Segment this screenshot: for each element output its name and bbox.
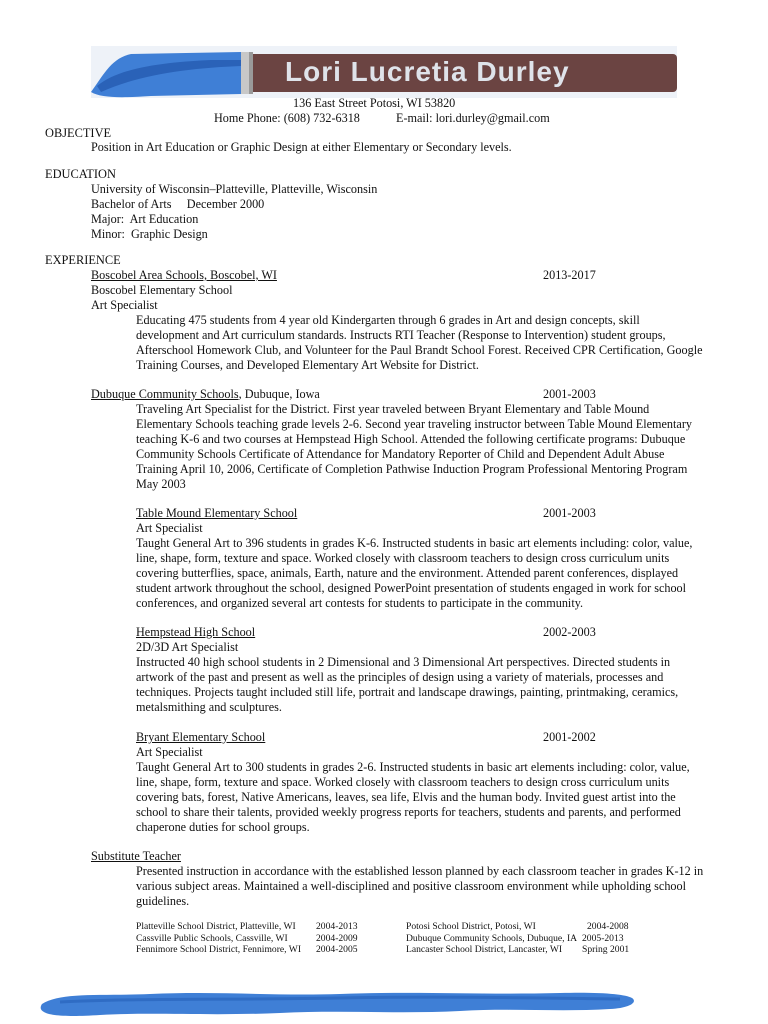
- description-line: guidelines.: [136, 894, 190, 908]
- objective-heading: OBJECTIVE: [45, 126, 112, 140]
- education-heading: EDUCATION: [45, 167, 116, 181]
- description-line: Training April 10, 2006, Certificate of Completion Pathwise Induction Program Professional Mentoring Program: [136, 462, 688, 476]
- description-line: student artwork throughout the school, designed PowerPoint presentation of students engaged in work for school: [136, 581, 687, 595]
- description-line: teaching K-6 and two courses at Hempstead High School. Attended the following certificate programs: Dubuque: [136, 432, 686, 446]
- hempstead-name: Hempstead High School: [136, 625, 256, 639]
- bryant-dates: 2001-2002: [543, 730, 596, 744]
- brush-stroke-graphic: [40, 982, 640, 1022]
- contact-email: E-mail: lori.durley@gmail.com: [396, 111, 550, 125]
- district-entry: Lancaster School District, Lancaster, WI: [406, 944, 563, 955]
- description-line: Traveling Art Specialist for the District. First year traveled between Bryant Elementary and Table Mound: [136, 402, 650, 416]
- table-mound-name: Table Mound Elementary School: [136, 506, 298, 520]
- bryant-role: Art Specialist: [136, 745, 203, 759]
- experience-heading: EXPERIENCE: [45, 253, 121, 267]
- district-list-right: [406, 921, 577, 956]
- district-dates: 2004-2008: [587, 921, 629, 932]
- boscobel-description: [136, 313, 703, 373]
- education-block: [91, 182, 377, 242]
- hempstead-role: 2D/3D Art Specialist: [136, 640, 239, 654]
- district-dates: 2004-2013: [316, 921, 358, 932]
- boscobel-school: Boscobel Elementary School: [91, 283, 233, 297]
- description-line: development and Art curriculum standards. Instructs RTI Teacher (Response to Intervention) student groups,: [136, 328, 666, 342]
- objective-text: Position in Art Education or Graphic Design at either Elementary or Secondary levels.: [91, 140, 512, 154]
- bryant-name: Bryant Elementary School: [136, 730, 266, 744]
- description-line: various subject areas. Maintained a well-disciplined and positive classroom environment while upholding school: [136, 879, 687, 893]
- description-line: line, shape, form, texture and space. Worked closely with classroom teachers to design cross curriculum units: [136, 551, 670, 565]
- dubuque-location: , Dubuque, Iowa: [238, 387, 320, 401]
- description-line: Presented instruction in accordance with the established lesson planned by each classroom teacher in grades K-12 in: [136, 864, 704, 878]
- district-dates: Spring 2001: [582, 944, 630, 955]
- description-line: metalsmithing and sculptures.: [136, 700, 282, 714]
- district-dates-right: [582, 921, 629, 956]
- district-dates: 2004-2009: [316, 932, 358, 944]
- description-line: school to share their talents, provided weekly progress reports for teachers, students and parents, and performed: [136, 805, 681, 819]
- table-mound-dates: 2001-2003: [543, 506, 596, 520]
- hempstead-description: [136, 655, 678, 715]
- table-mound-description: [136, 536, 692, 611]
- district-dates: 2005-2013: [582, 932, 624, 944]
- education-line: Bachelor of Arts December 2000: [91, 197, 265, 211]
- district-dates: 2004-2005: [316, 944, 358, 955]
- substitute-title: Substitute Teacher: [91, 849, 181, 863]
- education-line: Minor: Graphic Design: [91, 227, 208, 241]
- boscobel-role: Art Specialist: [91, 298, 158, 312]
- district-entry: Fennimore School District, Fennimore, WI: [136, 944, 302, 955]
- description-line: Training Courses, and Developed Elementary Art Website for District.: [136, 358, 479, 372]
- bryant-description: [136, 760, 690, 835]
- description-line: covering bats, forest, Native Americans, leaves, sea life, Elvis and the human body. Invited guest artist into the: [136, 790, 676, 804]
- description-line: techniques. Projects taught included still life, portrait and landscape drawings, painting, printmaking, ceramics,: [136, 685, 679, 699]
- hempstead-dates: 2002-2003: [543, 625, 596, 639]
- district-entry: Platteville School District, Platteville, WI: [136, 921, 296, 932]
- description-line: Taught General Art to 300 students in grades 2-6. Instructed students in basic art elements including: color, value,: [136, 760, 690, 774]
- substitute-description: [136, 864, 703, 909]
- resume-name: Lori Lucretia Durley: [285, 56, 570, 87]
- district-entry: Cassville Public Schools, Cassville, WI: [136, 932, 288, 944]
- description-line: Elementary Schools teaching grade levels 2-6. Second year traveling instructor between Table Mound Elementary: [136, 417, 692, 431]
- dubuque-employer: Dubuque Community Schools: [91, 387, 239, 401]
- district-entry: Potosi School District, Potosi, WI: [406, 921, 536, 932]
- boscobel-dates: 2013-2017: [543, 268, 596, 282]
- education-line: University of Wisconsin–Platteville, Platteville, Wisconsin: [91, 182, 378, 196]
- district-dates-left: [316, 921, 358, 956]
- table-mound-role: Art Specialist: [136, 521, 203, 535]
- description-line: chaperone duties for school groups.: [136, 820, 310, 834]
- district-entry: Dubuque Community Schools, Dubuque, IA: [406, 932, 578, 944]
- district-list-left: [136, 921, 301, 956]
- name-banner: [91, 46, 677, 98]
- description-line: artwork of the past and present as well as the principles of design using a variety of materials, processes and: [136, 670, 664, 684]
- education-line: Major: Art Education: [91, 212, 199, 226]
- dubuque-employer-line: [91, 387, 320, 402]
- description-line: Instructed 40 high school students in 2 Dimensional and 3 Dimensional Art perspectives. Directed students in: [136, 655, 671, 669]
- description-line: covering butterflies, space, animals, Earth, nature and the environment. Attended parent conferences, displayed: [136, 566, 679, 580]
- description-line: Taught General Art to 396 students in grades K-6. Instructed students in basic art elements including: color, value,: [136, 536, 693, 550]
- description-line: Educating 475 students from 4 year old Kindergarten through 6 grades in Art and design concepts, skill: [136, 313, 640, 327]
- description-line: conferences, and organized several art contests for students to participate in the community.: [136, 596, 584, 610]
- description-line: May 2003: [136, 477, 186, 491]
- description-line: Afterschool Homework Club, and Volunteer for the Paul Brandt School Forest. Received CPR Certification, Google: [136, 343, 703, 357]
- dubuque-description: [136, 402, 692, 492]
- contact-address: 136 East Street Potosi, WI 53820: [293, 96, 456, 110]
- description-line: Community Schools Certificate of Attendance for Mandatory Reporter of Child and Dependent Adult Abuse: [136, 447, 665, 461]
- dubuque-dates: 2001-2003: [543, 387, 596, 401]
- boscobel-employer: Boscobel Area Schools, Boscobel, WI: [91, 268, 277, 282]
- description-line: line, shape, form, texture and space. Worked closely with classroom teachers to design cross curriculum units: [136, 775, 670, 789]
- contact-phone: Home Phone: (608) 732-6318: [214, 111, 360, 125]
